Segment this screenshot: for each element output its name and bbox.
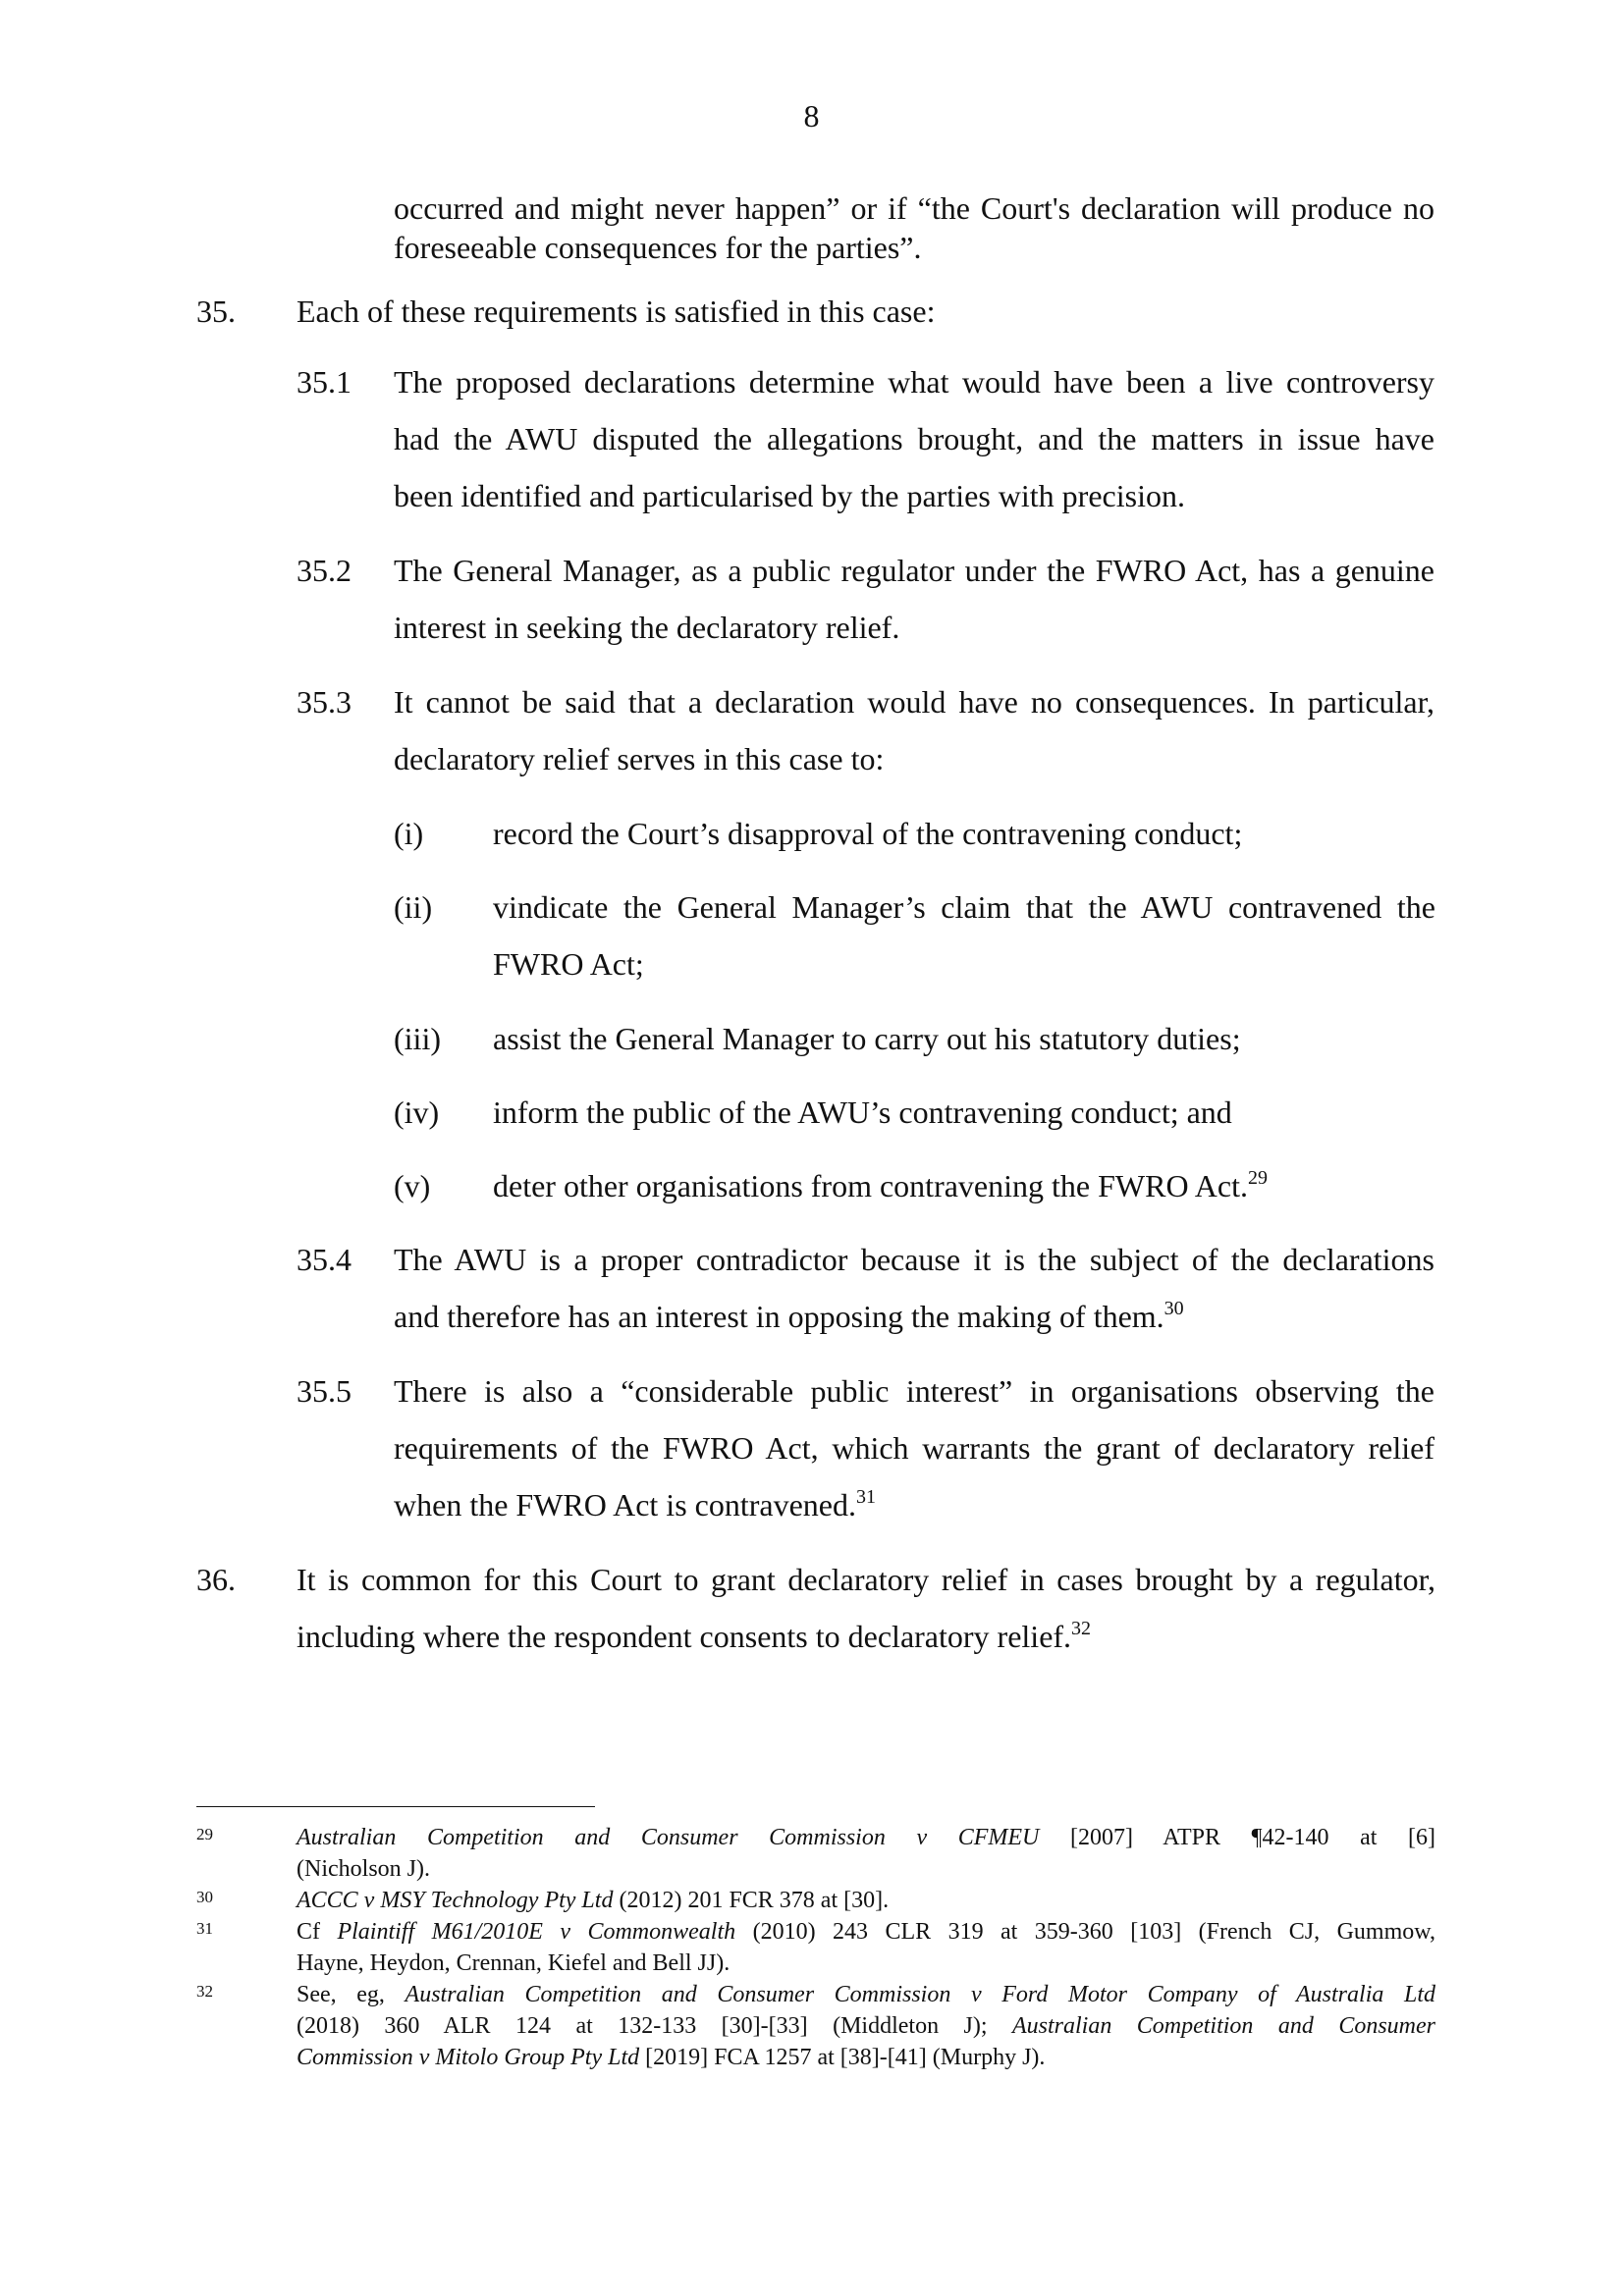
footnote-number: 29 [196,1825,213,1843]
subparagraph-line: The AWU is a proper contradictor because it is the subject of the declarations [394,1242,1434,1277]
subparagraph-number: 35.3 [297,684,352,720]
subparagraph-line [394,1288,1434,1345]
footnote-line [297,1979,1435,2010]
subparagraph-line: It cannot be said that a declaration would have no consequences. In particular, [394,684,1434,720]
case-name: Australian Competition and Consumer Commission v CFMEU [297,1825,1040,1850]
subparagraph-line-text: when the FWRO Act is contravened. [394,1487,856,1522]
case-name: ACCC v MSY Technology Pty Ltd [297,1888,614,1913]
list-item-text: vindicate the General Manager’s claim that the AWU contravened the [493,889,1435,925]
footnote-line [297,2042,1435,2073]
subparagraph-number: 35.5 [297,1373,352,1409]
list-item-number: (v) [394,1168,431,1203]
footnote-reference[interactable]: 31 [856,1486,876,1508]
footnote-line [297,1822,1435,1853]
list-item-line: deter other organisations from contravening the FWRO Act. [493,1168,1248,1203]
paragraph-line: It is common for this Court to grant declaratory relief in cases brought by a regulator, [297,1562,1435,1597]
list-item-number: (i) [394,816,424,851]
subparagraph-number: 35.1 [297,364,352,400]
subparagraph-line: There is also a “considerable public interest” in organisations observing the [394,1373,1434,1409]
footnote-line: (Nicholson J). [297,1856,430,1882]
footnote-number: 30 [196,1888,213,1906]
footnote-separator [196,1806,595,1807]
continuation-line-2: foreseeable consequences for the parties”. [394,230,922,265]
page-number: 8 [803,98,820,133]
footnote-reference[interactable]: 32 [1071,1618,1092,1639]
list-item-text [493,1157,1435,1214]
list-item-text: inform the public of the AWU’s contravening conduct; and [493,1095,1232,1130]
list-item-text: assist the General Manager to carry out his statutory duties; [493,1021,1241,1056]
footnote-number: 31 [196,1919,213,1938]
subparagraph-line-text: and therefore has an interest in opposing the making of them. [394,1299,1164,1334]
paragraph-line-text: including where the respondent consents to declaratory relief. [297,1619,1072,1654]
footnote-line [297,2010,1435,2042]
citation: (2010) 243 CLR 319 at 359-360 [103] (French CJ, Gummow, [735,1919,1436,1945]
footnote-line: Hayne, Heydon, Crennan, Kiefel and Bell JJ). [297,1950,730,1976]
subparagraph-number: 35.4 [297,1242,352,1277]
case-name: Plaintiff M61/2010E v Commonwealth [337,1919,736,1945]
subparagraph-line [394,1476,1434,1533]
paragraph-number: 35. [196,294,236,329]
footnote-line [297,1916,1435,1948]
subparagraph-line: been identified and particularised by the parties with precision. [394,478,1185,513]
citation: (2018) 360 ALR 124 at 132-133 [30]-[33] (Middleton J); [297,2013,1012,2039]
subparagraph-line: The proposed declarations determine what would have been a live controversy [394,364,1434,400]
list-item-text: FWRO Act; [493,946,644,982]
citation: (2012) 201 FCR 378 at [30]. [613,1888,890,1913]
subparagraph-line: had the AWU disputed the allegations brought, and the matters in issue have [394,421,1434,456]
case-name: Commission v Mitolo Group Pty Ltd [297,2045,640,2070]
paragraph-line [297,1608,1435,1665]
footnote-reference[interactable]: 29 [1248,1167,1268,1189]
citation: See, eg, [297,1982,406,2007]
paragraph-number: 36. [196,1562,236,1597]
subparagraph-number: 35.2 [297,553,352,588]
citation: Cf [297,1919,338,1945]
subparagraph-line: The General Manager, as a public regulator under the FWRO Act, has a genuine [394,553,1434,588]
footnote-number: 32 [196,1982,213,2001]
citation: [2007] ATPR ¶42-140 at [6] [1039,1825,1435,1850]
subparagraph-line: interest in seeking the declaratory relief. [394,610,900,645]
continuation-line-1: occurred and might never happen” or if “the Court's declaration will produce no [394,190,1434,226]
subparagraph-line: requirements of the FWRO Act, which warrants the grant of declaratory relief [394,1430,1434,1466]
footnote-line [297,1885,1435,1916]
paragraph-text: Each of these requirements is satisfied in this case: [297,294,936,329]
case-name: Australian Competition and Consumer Commission v Ford Motor Company of Australia Ltd [405,1982,1435,2007]
list-item-text: record the Court’s disapproval of the contravening conduct; [493,816,1243,851]
case-name: Australian Competition and Consumer [1011,2013,1435,2039]
list-item-number: (ii) [394,889,433,925]
footnote-reference[interactable]: 30 [1163,1298,1184,1319]
subparagraph-line: declaratory relief serves in this case to: [394,741,885,776]
citation: [2019] FCA 1257 at [38]-[41] (Murphy J). [639,2045,1046,2070]
list-item-number: (iv) [394,1095,440,1130]
list-item-number: (iii) [394,1021,441,1056]
